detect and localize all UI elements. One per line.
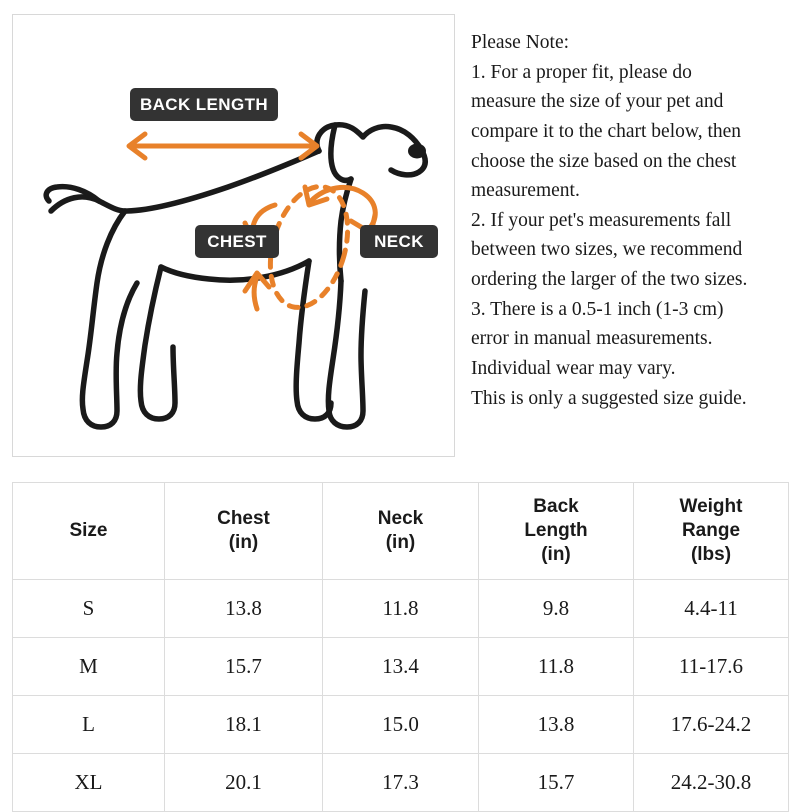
note-heading: Please Note: [471, 32, 570, 53]
label-back-length: BACK LENGTH [130, 88, 278, 121]
header-back-length [479, 483, 634, 580]
cell-neck: 11.8 [323, 580, 479, 638]
cell-back-length: 9.8 [479, 580, 634, 638]
cell-back-length: 15.7 [479, 754, 634, 812]
note-line: Individual wear may vary. [471, 357, 676, 379]
cell-chest: 15.7 [165, 638, 323, 696]
table-row [13, 696, 789, 754]
note-line: measure the size of your pet and [471, 91, 724, 113]
size-chart-table-wrapper [12, 482, 788, 812]
table-row [13, 638, 789, 696]
note-line: 2. If your pet's measurements fall [471, 209, 732, 231]
cell-chest: 18.1 [165, 696, 323, 754]
header-line: Neck [377, 508, 424, 530]
header-line: Weight [679, 496, 743, 518]
note-line: choose the size based on the chest [471, 150, 737, 172]
note-line: compare it to the chart below, then [471, 120, 742, 142]
header-line: Back [533, 496, 579, 518]
cell-weight-range: 24.2-30.8 [634, 754, 789, 812]
dog-measurement-diagram [12, 14, 455, 457]
note-line: error in manual measurements. [471, 328, 713, 350]
note-line: This is only a suggested size guide. [471, 387, 747, 409]
header-line: (in) [541, 543, 571, 565]
size-chart-table [12, 482, 789, 812]
cell-weight-range: 17.6-24.2 [634, 696, 789, 754]
table-row [13, 580, 789, 638]
cell-weight-range: 4.4-11 [634, 580, 789, 638]
cell-size: M [13, 638, 165, 696]
header-line: (in) [228, 532, 259, 553]
cell-chest: 13.8 [165, 580, 323, 638]
header-chest [165, 483, 323, 580]
cell-size: L [13, 696, 165, 754]
header-line: (lbs) [690, 543, 732, 565]
note-line: ordering the larger of the two sizes. [471, 269, 748, 290]
table-row [13, 754, 789, 812]
header-line: (in) [385, 532, 416, 553]
header-size [13, 483, 165, 580]
header-line: Length [524, 520, 588, 542]
cell-size: S [13, 580, 165, 638]
cell-back-length: 11.8 [479, 638, 634, 696]
header-weight-range [634, 483, 789, 580]
table-header-row [13, 483, 789, 580]
cell-neck: 15.0 [323, 696, 479, 754]
note-line: 1. For a proper fit, please do [471, 61, 692, 83]
cell-back-length: 13.8 [479, 696, 634, 754]
cell-neck: 17.3 [323, 754, 479, 812]
header-line: Chest [217, 508, 270, 530]
note-line: measurement. [471, 180, 580, 202]
cell-neck: 13.4 [323, 638, 479, 696]
header-line: Size [69, 520, 108, 542]
label-neck: NECK [360, 225, 438, 258]
please-note-block [455, 14, 788, 413]
note-line: between two sizes, we recommend [471, 239, 743, 261]
cell-size: XL [13, 754, 165, 812]
cell-weight-range: 11-17.6 [634, 638, 789, 696]
label-chest: CHEST [195, 225, 279, 258]
cell-chest: 20.1 [165, 754, 323, 812]
header-line: Range [681, 520, 741, 542]
header-neck [323, 483, 479, 580]
note-line: 3. There is a 0.5-1 inch (1-3 cm) [471, 298, 724, 320]
